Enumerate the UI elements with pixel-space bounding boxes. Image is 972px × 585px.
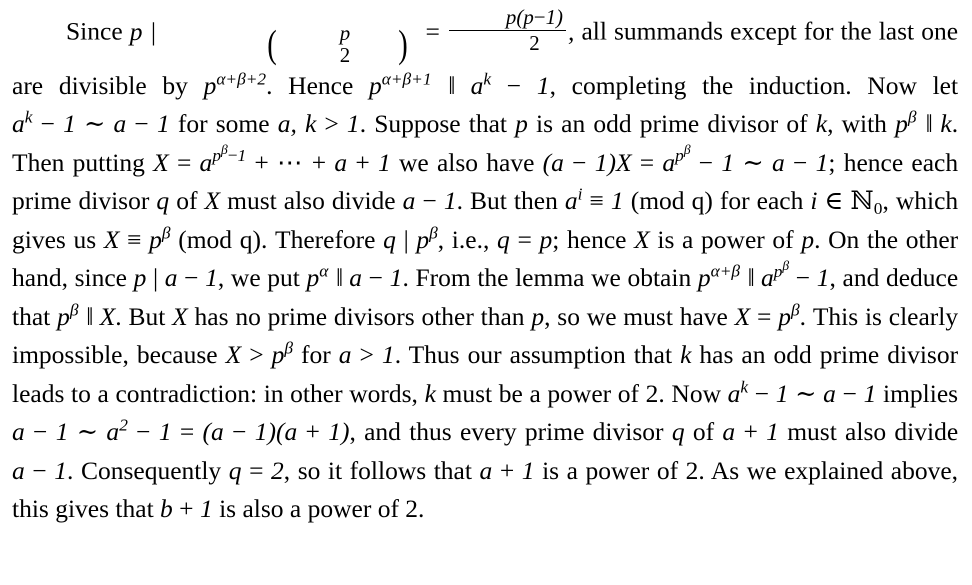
math-p: p [515, 109, 528, 139]
text-segment-29: for [301, 340, 331, 370]
text-segment-10: we also have [398, 147, 535, 177]
text-segment-35: of [692, 417, 715, 447]
text-segment-22: , we put [217, 263, 300, 293]
math-a-plus-1-2: a + 1 [479, 455, 535, 485]
math-p-beta-parallel-X: $p^\beta$ ‖ X [57, 300, 116, 331]
math-X-1: X [204, 186, 221, 216]
math-a-k-gt-1: a, k > 1 [277, 109, 360, 139]
math-X-3: X [172, 301, 188, 331]
text-segment-34: , and thus every prime divisor [349, 417, 664, 447]
math-ak-minus-1-sim: $a^k - 1$ ∼ a − 1 [12, 107, 170, 139]
math-X-definition: $X = a^{p^\beta-1}$ + ⋯ + a + 1 [153, 142, 391, 177]
math-p-alpha-beta-parallel: $p^{\alpha+\beta}$ ‖ $a^{p^\beta} - 1$ [697, 258, 830, 293]
text-segment-40: is also a power of 2. [219, 494, 425, 524]
text-segment-2: all summands except for the last one are divisible by [12, 16, 959, 100]
math-binomial-divisibility: p | ( p 2 ) = $\frac{p(p-1)}{2}$ , [129, 5, 582, 68]
text-segment-37: . Consequently [67, 455, 222, 485]
math-X-gt-p-beta: $X > p^\beta$ [225, 338, 293, 370]
math-p-2: p [801, 224, 815, 254]
math-a-minus-1-sim-a2-minus-1: a − 1 ∼ $a^2 - 1 = (a - 1)(a + 1)$ [12, 415, 350, 447]
math-p-beta-parallel-k: $p^\beta$ ‖ k [895, 107, 952, 139]
text-segment-16: , which gives us [12, 186, 959, 254]
text-segment-20: is a power of [657, 224, 794, 254]
text-segment-33: implies [882, 378, 959, 408]
text-segment-9: . Then putting [12, 109, 959, 177]
math-q-2: q [671, 417, 685, 447]
text-segment-30: . Thus our assumption that [394, 340, 673, 370]
math-p-alpha-beta-2: $p^{\alpha+\beta+2}$ [203, 69, 267, 100]
math-p-alpha-parallel-a-minus-1: $p^\alpha$ ‖ a − 1 [306, 261, 403, 293]
text-segment-31: has an odd prime divisor leads to a contradiction: in other words, [12, 340, 959, 408]
math-k: k [815, 109, 828, 139]
math-X-2: X [634, 224, 650, 254]
text-segment-14: . But then [456, 186, 558, 216]
text-segment-27: , so we must have [544, 301, 728, 331]
math-q-equals-2: q = 2 [228, 455, 284, 485]
text-segment-8: , with [827, 109, 887, 139]
text-segment-24: , and deduce that [12, 263, 959, 331]
math-k-2: k [680, 340, 692, 370]
text-segment-32: must be a power of 2. Now [442, 378, 721, 408]
math-b-plus-1: b + 1 [160, 494, 213, 524]
text-segment-15: for each [719, 186, 804, 216]
text-segment-11: ; hence each prime divisor [12, 147, 959, 216]
text-segment-26: has no prime divisors other than [194, 301, 525, 331]
math-p-alpha-beta-1-divides: $p^{\alpha+\beta+1}$ ‖ $a^k - 1$ [369, 69, 550, 100]
math-ai-equiv-1-mod-q: $a^i \equiv 1$ (mod q) [564, 184, 713, 216]
text-segment-25: . But [115, 301, 166, 331]
text-segment-3: . Hence [266, 70, 354, 100]
text-segment-28: . This is clearly impossible, because [12, 301, 959, 370]
math-i-in-N0: i ∈ ℕ$_0$ [810, 186, 883, 219]
text-segment-5: for some [177, 109, 270, 139]
text-segment-39: is a power of 2. As we explained above, this gives that [12, 455, 959, 524]
math-ak-minus-1-sim-2: $a^k - 1$ ∼ a − 1 [727, 377, 877, 408]
text-segment-21: . On the other hand, since [12, 224, 959, 293]
math-X-equiv-p-beta-mod-q: $X \equiv p^\beta$ (mod q) [103, 223, 261, 254]
proof-paragraph [12, 6, 958, 529]
text-segment-36: must also divide [787, 417, 959, 447]
text-segment-7: is an odd prime divisor of [536, 109, 808, 139]
text-segment-4: , completing the induction. Now let [549, 70, 959, 100]
math-a-minus-1-2: a − 1 [12, 455, 68, 485]
text-segment-6: . Suppose that [359, 109, 507, 139]
text-segment-19: ; hence [552, 224, 627, 254]
math-a-gt-1: a > 1 [338, 340, 395, 370]
math-q-divides-p-beta: q | $p^\beta$ [383, 223, 438, 254]
math-q-equals-p: q = p [497, 224, 553, 254]
text-segment-13: must also divide [227, 186, 396, 216]
math-a-minus-1: a − 1 [402, 186, 457, 216]
text-segment-18: , i.e., [437, 224, 490, 254]
math-q: q [156, 186, 170, 216]
math-a-minus-1-X: $(a - 1)X = a^{p^\beta} - 1$ ∼ a − 1 [542, 142, 829, 177]
text-segment-23: . From the lemma we obtain [402, 263, 692, 293]
math-X-equals-p-beta: $X = p^\beta$ [734, 300, 800, 331]
text-segment-38: , so it follows that [283, 455, 472, 485]
math-p-divides-a-minus-1: p | a − 1 [133, 263, 218, 293]
text-segment-12: of [176, 186, 198, 216]
text-segment-17: . Therefore [260, 224, 376, 254]
math-a-plus-1: a + 1 [722, 417, 779, 447]
text-segment-1: Since [66, 16, 123, 46]
math-p-3: p [531, 301, 545, 331]
math-k-3: k [424, 378, 436, 408]
